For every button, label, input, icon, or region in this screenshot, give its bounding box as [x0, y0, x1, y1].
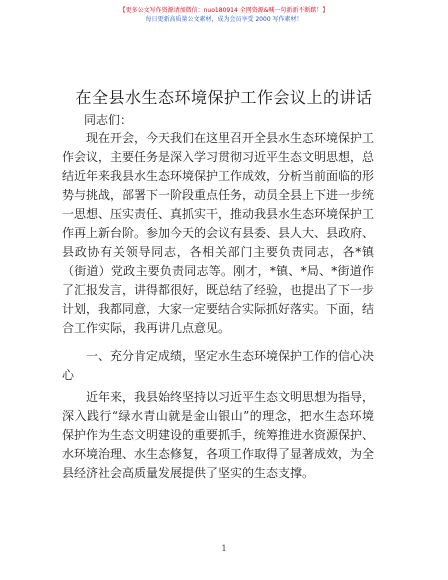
paragraph-achievements: 近年来，我县始终坚持以习近平生态文明思想为指导，深入践行“绿水青山就是金山银山”的理念，把水生态环境保护作为生态文明建设的重要抓手，统筹推进水资源保护、水环境治理、水生态修复，各项工作取得了显著成效，为全县经济社会高质量发展提供了坚实的生态支撑。 [62, 390, 375, 480]
section-heading: 一、充分肯定成绩，坚定水生态环境保护工作的信心决心 [62, 349, 375, 382]
paragraph-opening: 现在开会，今天我们在这里召开全县水生态环境保护工作会议，主要任务是深入学习贯彻习近平生态文明思想，总结近年来我县水生态环境保护工作成效，分析当前面临的形势与挑战，部署下一阶段重点任务，动员全县上下进一步统一思想、压实责任、真抓实干，推动我县水生态环境保护工作再上新台阶。参加今天的会议有县委、县人大、县政府、县政协有关领导同志，各相关部门主要负责同志，各*镇（街道）党政主要负责同志等。刚才，*镇、*局、*街道作了汇报发言，讲得都很好，既总结了经验，也提出了下一步计划，我都同意，大家一定要结合实际抓好落实。下面，结合工作实际，我再讲几点意见。 [62, 131, 375, 335]
promo-banner-line1: 【更多公文写作资源请加微信：nuo180914 全网资源&喊一句新新不断踮！】 [119, 7, 329, 14]
page-number: 1 [221, 544, 227, 553]
document-title: 在全县水生态环境保护工作会议上的讲话 [75, 88, 373, 107]
promo-banner [0, 6, 448, 24]
promo-banner-line2: 每日更新高质量公文素材，成为会员享受 2000 写作素材！ [145, 16, 303, 23]
greeting: 同志们： [84, 113, 133, 127]
document-body [62, 129, 374, 483]
